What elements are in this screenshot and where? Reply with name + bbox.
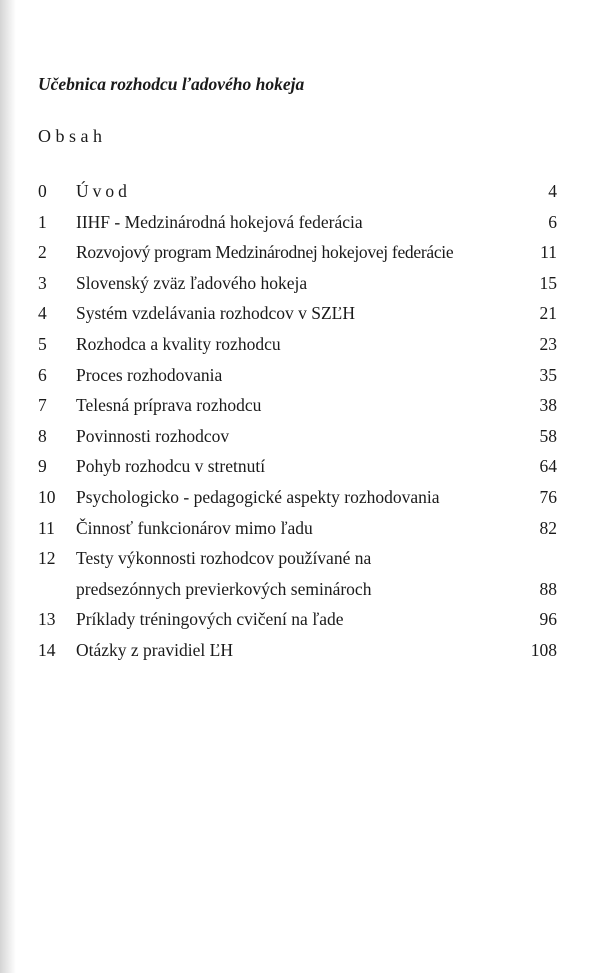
toc-entry-title: Pohyb rozhodcu v stretnutí	[76, 456, 266, 477]
toc-entry-title: Povinnosti rozhodcov	[76, 425, 230, 446]
toc-entry-title: Systém vzdelávania rozhodcov v SZĽH	[76, 303, 355, 324]
toc-entry-page: 21	[539, 303, 557, 324]
toc-entry-7[interactable]	[38, 390, 557, 421]
toc-entry-title: Telesná príprava rozhodcu	[76, 395, 262, 416]
toc-entry-page: 82	[539, 517, 557, 538]
toc-entry-number: 13	[38, 609, 56, 630]
toc-entry-title	[76, 543, 371, 604]
table-of-contents	[38, 176, 557, 666]
toc-entry-number: 8	[38, 425, 47, 446]
toc-entry-10[interactable]	[38, 482, 557, 513]
toc-entry-number: 4	[38, 303, 47, 324]
book-title: Učebnica rozhodcu ľadového hokeja	[38, 74, 305, 94]
toc-entry-title: Príklady tréningových cvičení na ľade	[76, 609, 344, 630]
toc-entry-number: 5	[38, 333, 47, 354]
toc-entry-page: 11	[540, 242, 557, 263]
toc-entry-1[interactable]	[38, 207, 557, 238]
toc-entry-number: 7	[38, 395, 47, 416]
toc-entry-page: 64	[539, 456, 557, 477]
toc-entry-4[interactable]	[38, 298, 557, 329]
toc-heading: Obsah	[38, 126, 107, 146]
toc-entry-9[interactable]	[38, 451, 557, 482]
toc-entry-title-line2: predsezónnych previerkových seminároch	[76, 578, 372, 599]
toc-entry-page: 4	[548, 181, 557, 201]
toc-entry-title: Rozvojový program Medzinárodnej hokejovej federácie	[76, 242, 454, 263]
toc-entry-number: 10	[38, 486, 56, 507]
toc-entry-12[interactable]	[38, 543, 557, 604]
toc-entry-page: 6	[548, 211, 557, 232]
toc-entry-number: 6	[38, 364, 47, 385]
toc-entry-page: 23	[539, 333, 557, 354]
toc-entry-title: Rozhodca a kvality rozhodcu	[76, 333, 281, 354]
toc-entry-title: Otázky z pravidiel ĽH	[76, 639, 233, 660]
toc-entry-page: 88	[539, 578, 557, 599]
toc-entry-title-line1: Testy výkonnosti rozhodcov používané na	[76, 548, 372, 569]
toc-entry-number: 11	[38, 517, 55, 538]
toc-entry-page: 96	[539, 609, 557, 630]
toc-entry-0[interactable]	[38, 176, 557, 207]
toc-entry-page: 58	[539, 425, 557, 446]
toc-entry-number: 2	[38, 242, 47, 263]
toc-entry-14[interactable]	[38, 635, 557, 666]
toc-entry-6[interactable]	[38, 360, 557, 391]
toc-entry-number: 9	[38, 456, 47, 477]
toc-entry-number: 12	[38, 548, 56, 569]
toc-entry-page: 38	[539, 395, 557, 416]
toc-entry-title: Slovenský zväz ľadového hokeja	[76, 272, 308, 293]
toc-entry-11[interactable]	[38, 513, 557, 544]
toc-entry-2[interactable]	[38, 237, 557, 268]
toc-entry-3[interactable]	[38, 268, 557, 299]
toc-entry-number: 3	[38, 272, 47, 293]
toc-entry-number: 14	[38, 639, 56, 660]
toc-entry-title: Úvod	[76, 181, 131, 201]
toc-entry-number: 1	[38, 211, 47, 232]
toc-entry-page: 15	[539, 272, 557, 293]
toc-entry-title: Psychologicko - pedagogické aspekty rozhodovania	[76, 486, 440, 507]
toc-entry-title: Proces rozhodovania	[76, 364, 223, 385]
toc-entry-title: IIHF - Medzinárodná hokejová federácia	[76, 211, 363, 232]
toc-entry-title: Činnosť funkcionárov mimo ľadu	[76, 517, 313, 538]
toc-entry-8[interactable]	[38, 421, 557, 452]
toc-entry-5[interactable]	[38, 329, 557, 360]
toc-entry-page: 35	[539, 364, 557, 385]
toc-entry-page: 108	[530, 639, 557, 660]
toc-entry-13[interactable]	[38, 604, 557, 635]
page-edge-shadow	[0, 0, 16, 973]
toc-entry-page: 76	[539, 486, 557, 507]
toc-entry-number: 0	[38, 181, 47, 201]
